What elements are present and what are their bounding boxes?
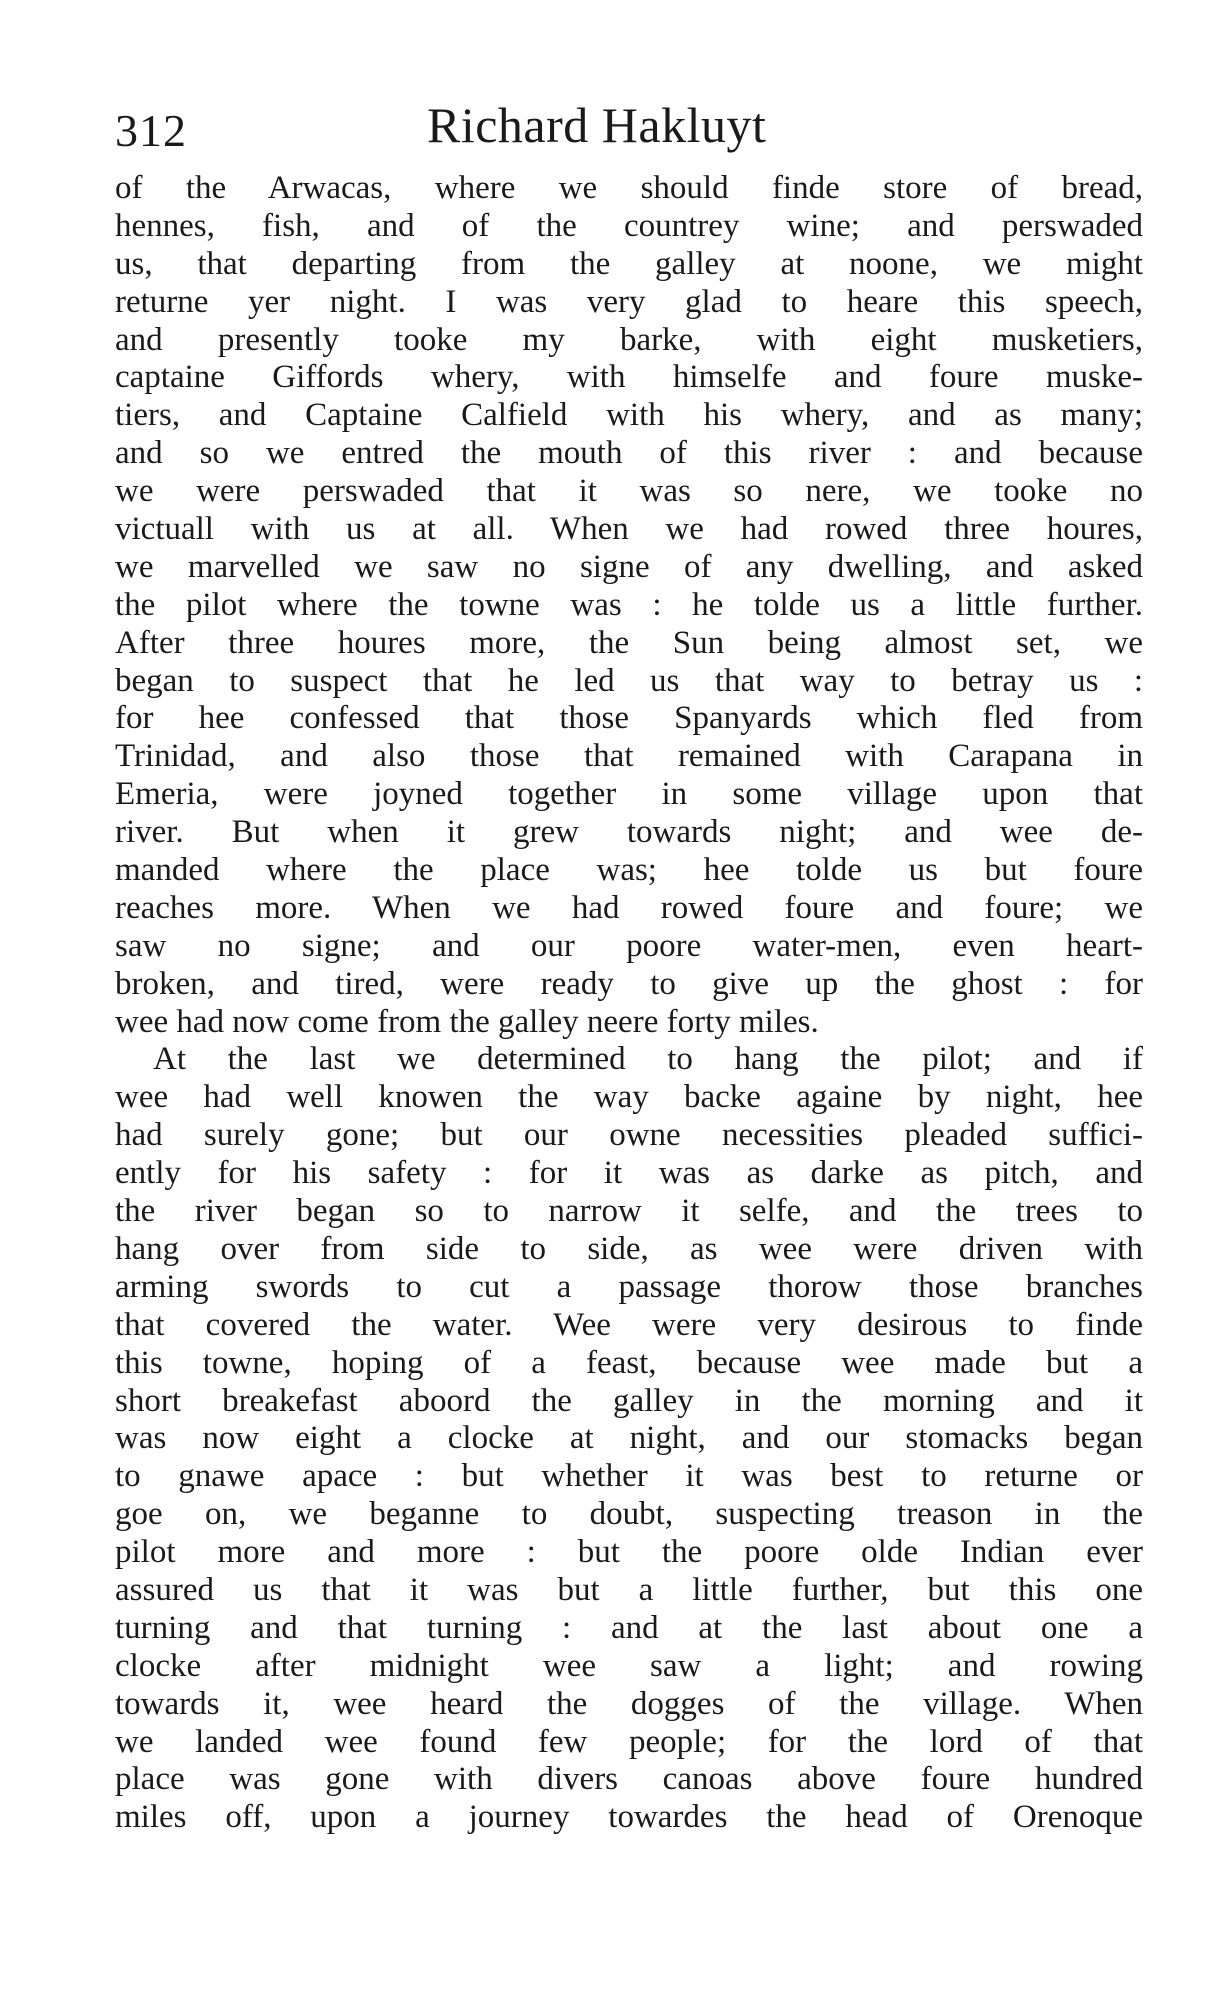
text-line: arming swords to cut a passage thorow those branches: [115, 1268, 1143, 1305]
page-number: 312: [115, 105, 187, 156]
text-line: us, that departing from the galley at noone, we might: [115, 245, 1143, 282]
text-line: this towne, hoping of a feast, because wee made but a: [115, 1344, 1143, 1381]
text-line: we were perswaded that it was so nere, we tooke no: [115, 473, 1143, 510]
text-line: wee had well knowen the way backe againe by night, hee: [115, 1079, 1143, 1116]
text-line: of the Arwacas, where we should finde store of bread,: [115, 170, 1143, 206]
running-head: Richard Hakluyt: [427, 97, 767, 153]
text-line: returne yer night. I was very glad to heare this speech,: [115, 283, 1143, 320]
text-line: the pilot where the towne was : he tolde us a little further.: [115, 586, 1143, 623]
text-line: goe on, we beganne to doubt, suspecting treason in the: [115, 1496, 1143, 1533]
page-header: [115, 96, 1150, 162]
text-line: hennes, fish, and of the countrey wine; and perswaded: [115, 207, 1143, 244]
text-line: was now eight a clocke at night, and our stomacks began: [115, 1420, 1143, 1457]
body-text: [115, 170, 1143, 1837]
text-line: pilot more and more : but the poore olde Indian ever: [115, 1534, 1143, 1571]
text-line: assured us that it was but a little further, but this one: [115, 1571, 1143, 1608]
text-line: we marvelled we saw no signe of any dwelling, and asked: [115, 548, 1143, 585]
text-line: had surely gone; but our owne necessities pleaded suffici-: [115, 1117, 1143, 1154]
text-line: clocke after midnight wee saw a light; and rowing: [115, 1647, 1143, 1684]
text-line: manded where the place was; hee tolde us but foure: [115, 852, 1143, 889]
text-line: saw no signe; and our poore water-men, even heart-: [115, 927, 1143, 964]
text-line: turning and that turning : and at the last about one a: [115, 1609, 1143, 1646]
text-line: began to suspect that he led us that way to betray us :: [115, 662, 1143, 699]
text-line: and presently tooke my barke, with eight musketiers,: [115, 321, 1143, 358]
text-line: victuall with us at all. When we had rowed three houres,: [115, 511, 1143, 548]
text-line: to gnawe apace : but whether it was best to returne or: [115, 1458, 1143, 1495]
text-line: wee had now come from the galley neere forty miles.: [115, 1003, 819, 1040]
text-line: for hee confessed that those Spanyards which fled from: [115, 700, 1143, 737]
text-line: broken, and tired, were ready to give up the ghost : for: [115, 965, 1143, 1002]
text-line: captaine Giffords whery, with himselfe and foure muske-: [115, 359, 1143, 396]
text-line: towards it, wee heard the dogges of the village. When: [115, 1685, 1143, 1722]
text-line: that covered the water. Wee were very desirous to finde: [115, 1306, 1143, 1343]
text-line: After three houres more, the Sun being almost set, we: [115, 624, 1143, 661]
text-line: we landed wee found few people; for the lord of that: [115, 1723, 1143, 1760]
text-line: reaches more. When we had rowed foure and foure; we: [115, 889, 1143, 926]
text-line: the river began so to narrow it selfe, and the trees to: [115, 1193, 1143, 1230]
text-line: hang over from side to side, as wee were driven with: [115, 1230, 1143, 1267]
text-line: river. But when it grew towards night; and wee de-: [115, 814, 1143, 851]
text-line: tiers, and Captaine Calfield with his whery, and as many;: [115, 397, 1143, 434]
text-line: miles off, upon a journey towardes the head of Orenoque: [115, 1799, 1143, 1836]
text-line: short breakefast aboord the galley in the morning and it: [115, 1382, 1143, 1419]
text-line: At the last we determined to hang the pilot; and if: [153, 1041, 1143, 1078]
paragraph-1: [115, 170, 1143, 1041]
text-line: and so we entred the mouth of this river : and because: [115, 435, 1143, 472]
text-line: place was gone with divers canoas above foure hundred: [115, 1761, 1143, 1798]
text-line: Emeria, were joyned together in some village upon that: [115, 776, 1143, 813]
text-line: ently for his safety : for it was as darke as pitch, and: [115, 1155, 1143, 1192]
paragraph-2: [115, 1041, 1143, 1837]
text-line: Trinidad, and also those that remained with Carapana in: [115, 738, 1143, 775]
